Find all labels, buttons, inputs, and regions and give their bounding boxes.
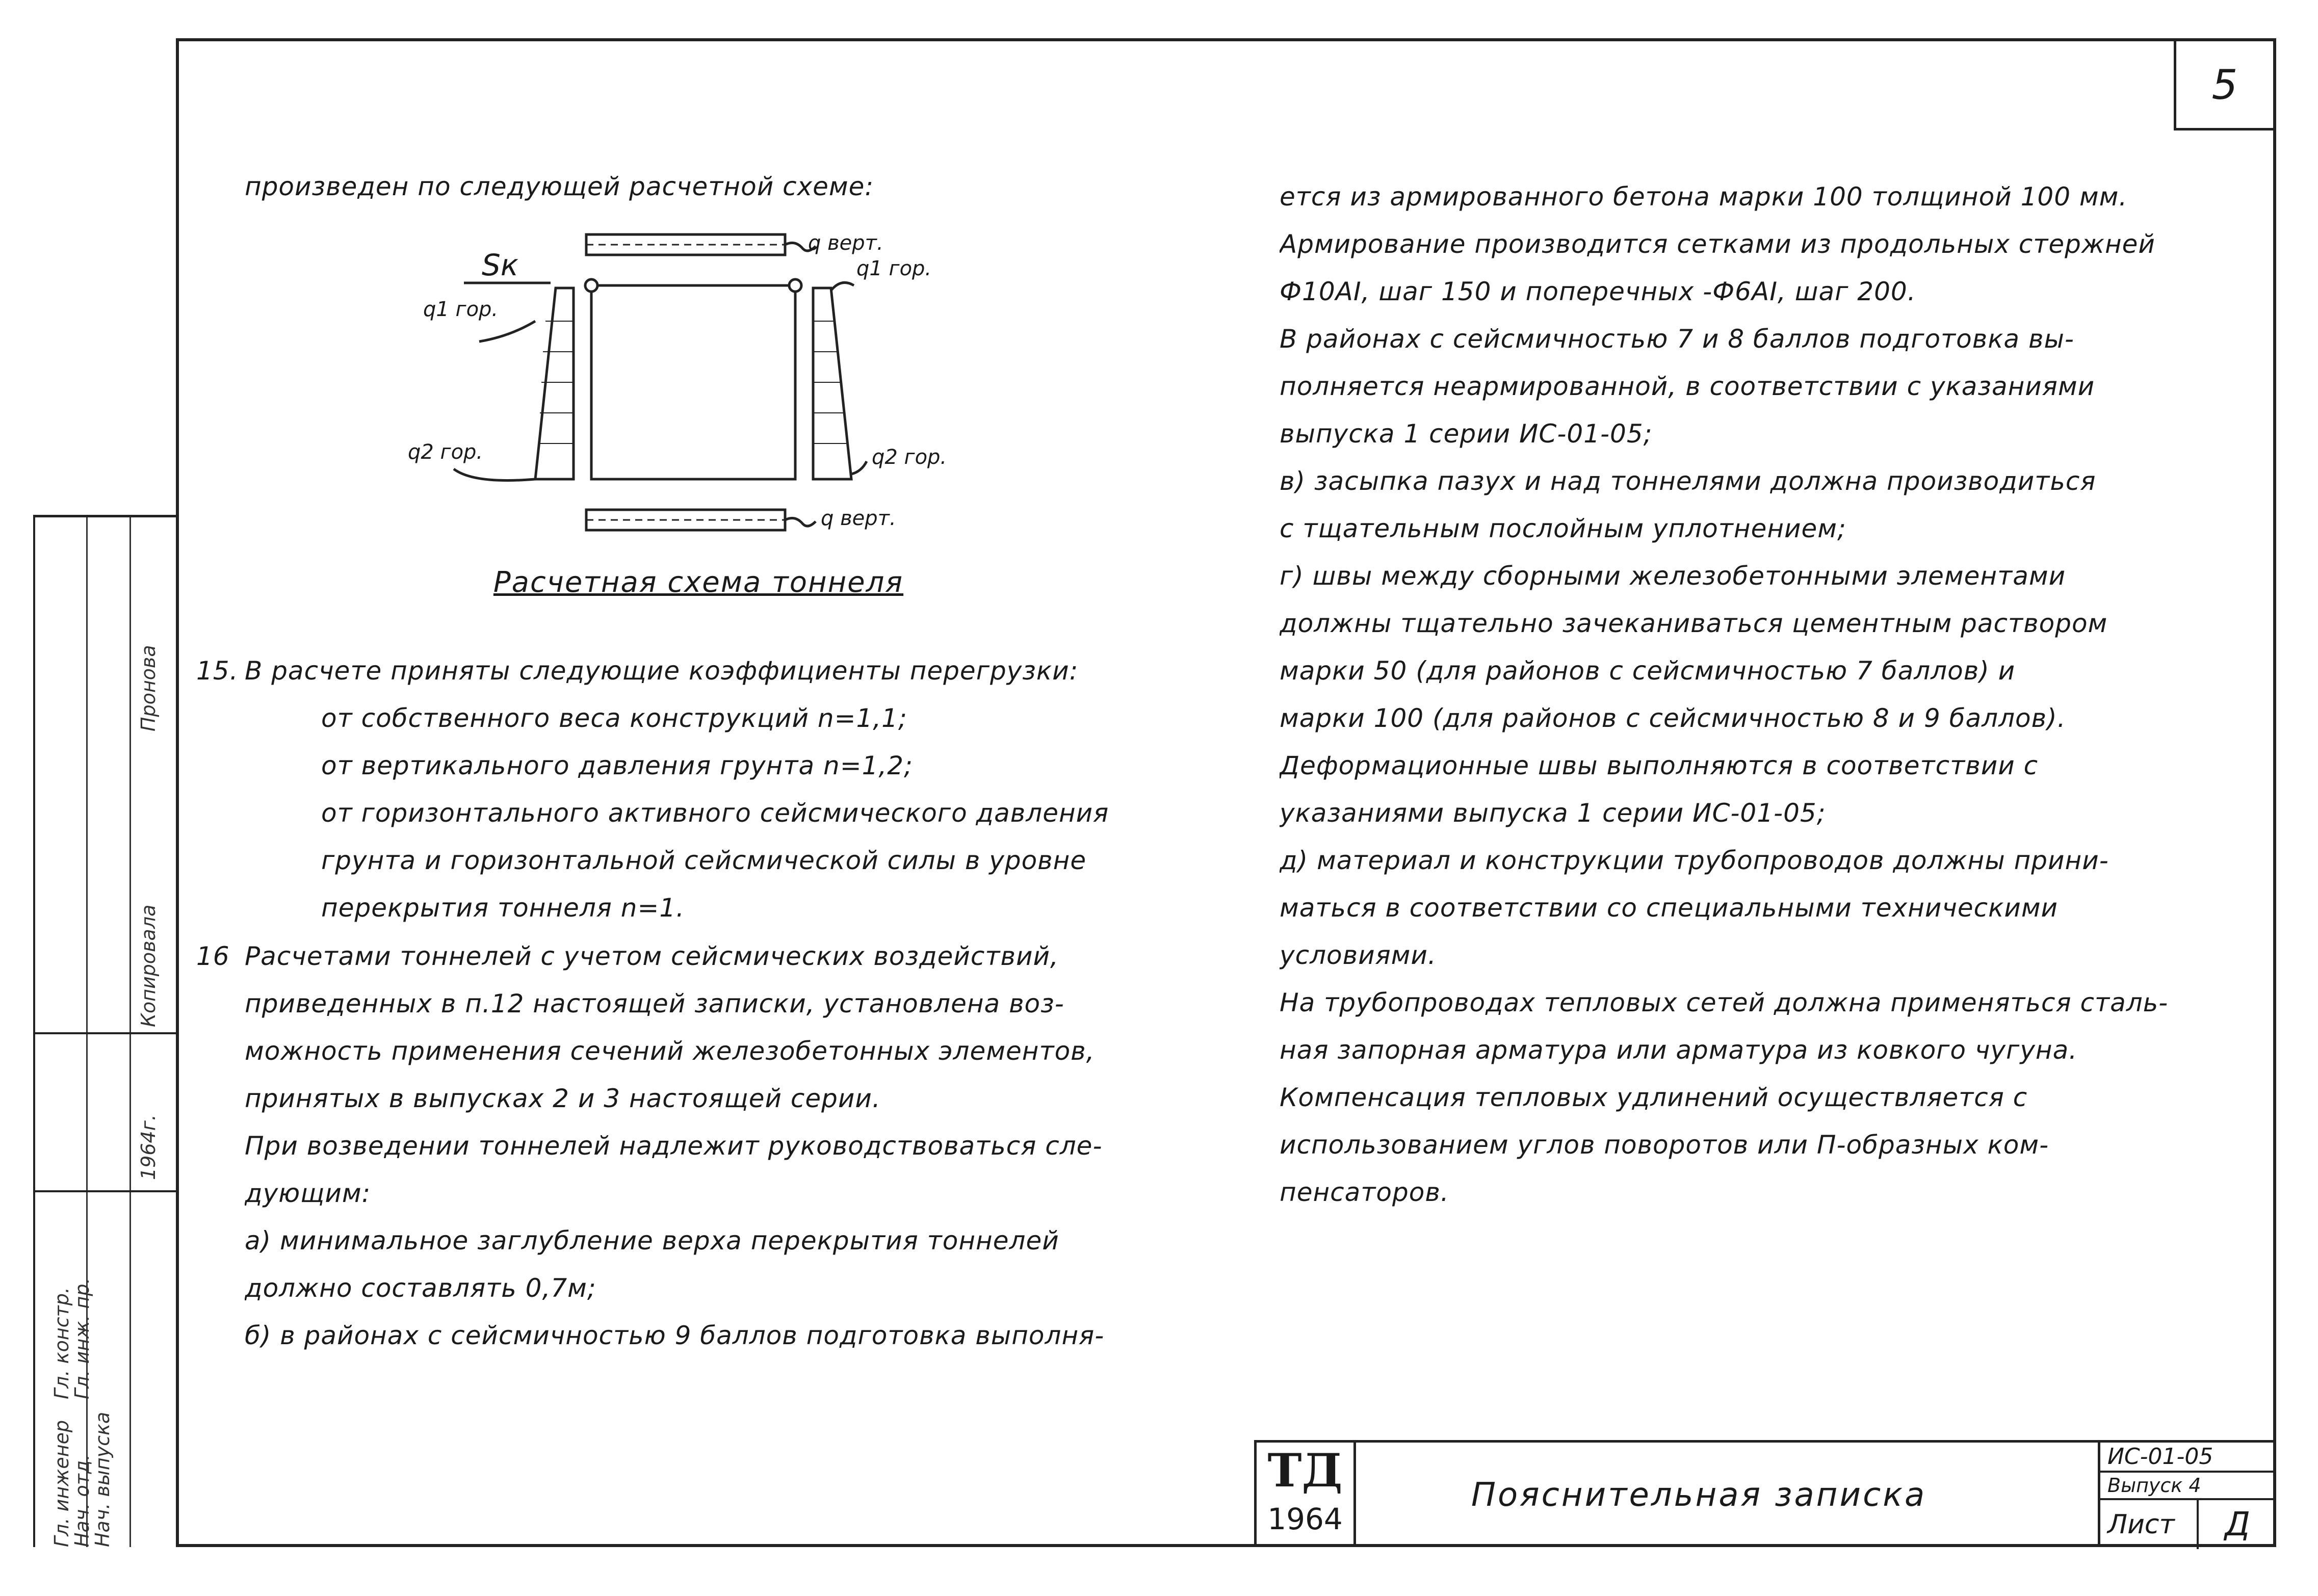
logo-mark: ТД <box>1267 1444 1343 1498</box>
right-line: г) швы между сборными железобетонными элементами <box>1280 561 2066 591</box>
right-line: пенсаторов. <box>1280 1178 1449 1207</box>
page-number: 5 <box>2174 41 2273 130</box>
tunnel-frame <box>591 285 795 479</box>
side-year: 1964г. <box>137 1114 160 1180</box>
right-line: ется из армированного бетона марки 100 толщиной 100 мм. <box>1280 182 2128 212</box>
right-line: Ф10AI, шаг 150 и поперечных -Ф6AI, шаг 200. <box>1280 277 1916 306</box>
item-15-line: от горизонтального активного сейсмического давления <box>321 798 1109 828</box>
position-label: Гл. инженер <box>50 1420 73 1547</box>
sheet-value: Д <box>2225 1506 2250 1543</box>
right-line: полняется неармированной, в соответствии с указаниями <box>1280 372 2095 401</box>
right-line: выпуска 1 серии ИС-01-05; <box>1280 419 1653 449</box>
right-column <box>1280 173 2258 1216</box>
item-16-line: При возведении тоннелей надлежит руководствоваться сле- <box>245 1131 1103 1161</box>
sheet-label: Лист <box>2100 1500 2199 1549</box>
logo-year: 1964 <box>1267 1502 1343 1536</box>
item-16-line: Расчетами тоннелей с учетом сейсмических воздействий, <box>245 941 1059 971</box>
left-hor-load <box>535 288 574 479</box>
item-16-number: 16 <box>196 941 230 971</box>
series-code: ИС-01-05 <box>2100 1443 2276 1473</box>
item-15-line: В расчете приняты следующие коэффициенты перегрузки: <box>245 656 1079 686</box>
copier-name: Пронова <box>137 645 160 731</box>
right-line: в) засыпка пазух и над тоннелями должна производиться <box>1280 466 2096 496</box>
right-line: условиями. <box>1280 940 1437 970</box>
position-label: Нач. отд. <box>71 1454 93 1547</box>
right-line: должны тщательно зачеканиваться цементным раствором <box>1280 609 2108 638</box>
item-15 <box>196 647 1213 932</box>
item-15-number: 15. <box>196 656 239 686</box>
position-label: Гл. констр. <box>50 1287 73 1399</box>
item-15-line: от вертикального давления грунта n=1,2; <box>321 751 913 780</box>
item-16-line: дующим: <box>245 1179 371 1208</box>
issue-number: Выпуск 4 <box>2100 1473 2276 1500</box>
organization-logo <box>1257 1443 1356 1547</box>
title-block <box>1254 1440 2276 1547</box>
diagram-caption: Расчетная схема тоннеля <box>493 566 904 599</box>
span-label: Sк <box>482 248 518 282</box>
right-line: с тщательным послойным уплотнением; <box>1280 514 1846 543</box>
item-15-line: от собственного веса конструкций n=1,1; <box>321 703 907 733</box>
right-hor-load <box>813 288 851 479</box>
item-15-line: грунта и горизонтальной сейсмической силы в уровне <box>321 846 1087 875</box>
item-16-line: принятых в выпусках 2 и 3 настоящей серии. <box>245 1084 881 1113</box>
item-16-line: приведенных в п.12 настоящей записки, установлена воз- <box>245 989 1064 1018</box>
right-line: маться в соответствии со специальными техническими <box>1280 893 2059 923</box>
right-line: В районах с сейсмичностью 7 и 8 баллов подготовка вы- <box>1280 324 2074 354</box>
q1-hor-right-label: q1 гор. <box>856 257 932 280</box>
document-title: Пояснительная записка <box>1471 1476 1927 1514</box>
position-label: Гл. инж. пр. <box>71 1277 93 1399</box>
left-column <box>245 163 1213 211</box>
right-line: ная запорная арматура или арматура из ковкого чугуна. <box>1280 1035 2078 1065</box>
item-16-line: а) минимальное заглубление верха перекрытия тоннелей <box>245 1226 1059 1255</box>
right-line: На трубопроводах тепловых сетей должна применяться сталь- <box>1280 988 2169 1017</box>
intro-line: произведен по следующей расчетной схеме: <box>245 172 874 201</box>
q-vert-bottom-label: q верт. <box>821 507 896 530</box>
q2-hor-left-label: q2 гор. <box>408 440 483 464</box>
item-16-line: б) в районах с сейсмичностью 9 баллов подготовка выполня- <box>245 1321 1105 1350</box>
signature-block <box>33 515 176 1547</box>
right-line: Деформационные швы выполняются в соответствии с <box>1280 751 2039 780</box>
q2-hor-right-label: q2 гор. <box>872 446 947 469</box>
right-line: Армирование производится сетками из продольных стержней <box>1280 229 2155 259</box>
item-16-line: можность применения сечений железобетонных элементов, <box>245 1036 1095 1066</box>
sheet-cell <box>2100 1500 2276 1549</box>
title-block-meta <box>2098 1443 2276 1547</box>
right-line: использованием углов поворотов или П-образных ком- <box>1280 1130 2049 1160</box>
item-16 <box>196 933 1213 1359</box>
item-16-line: должно составлять 0,7м; <box>245 1273 596 1303</box>
q-vert-top-label: q верт. <box>808 231 883 255</box>
right-line: марки 100 (для районов с сейсмичностью 8 и 9 баллов). <box>1280 703 2066 733</box>
q1-hor-left-label: q1 гор. <box>423 298 499 321</box>
copied-by-label: Копировала <box>137 904 160 1027</box>
right-line: д) материал и конструкции трубопроводов должны прини- <box>1280 846 2109 875</box>
position-label: Нач. выпуска <box>91 1411 114 1547</box>
right-line: Компенсация тепловых удлинений осуществляется с <box>1280 1083 2028 1112</box>
item-15-line: перекрытия тоннеля n=1. <box>321 893 685 923</box>
tunnel-scheme-diagram <box>398 219 958 556</box>
right-line: указаниями выпуска 1 серии ИС-01-05; <box>1280 798 1826 828</box>
right-line: марки 50 (для районов с сейсмичностью 7 баллов) и <box>1280 656 2016 686</box>
